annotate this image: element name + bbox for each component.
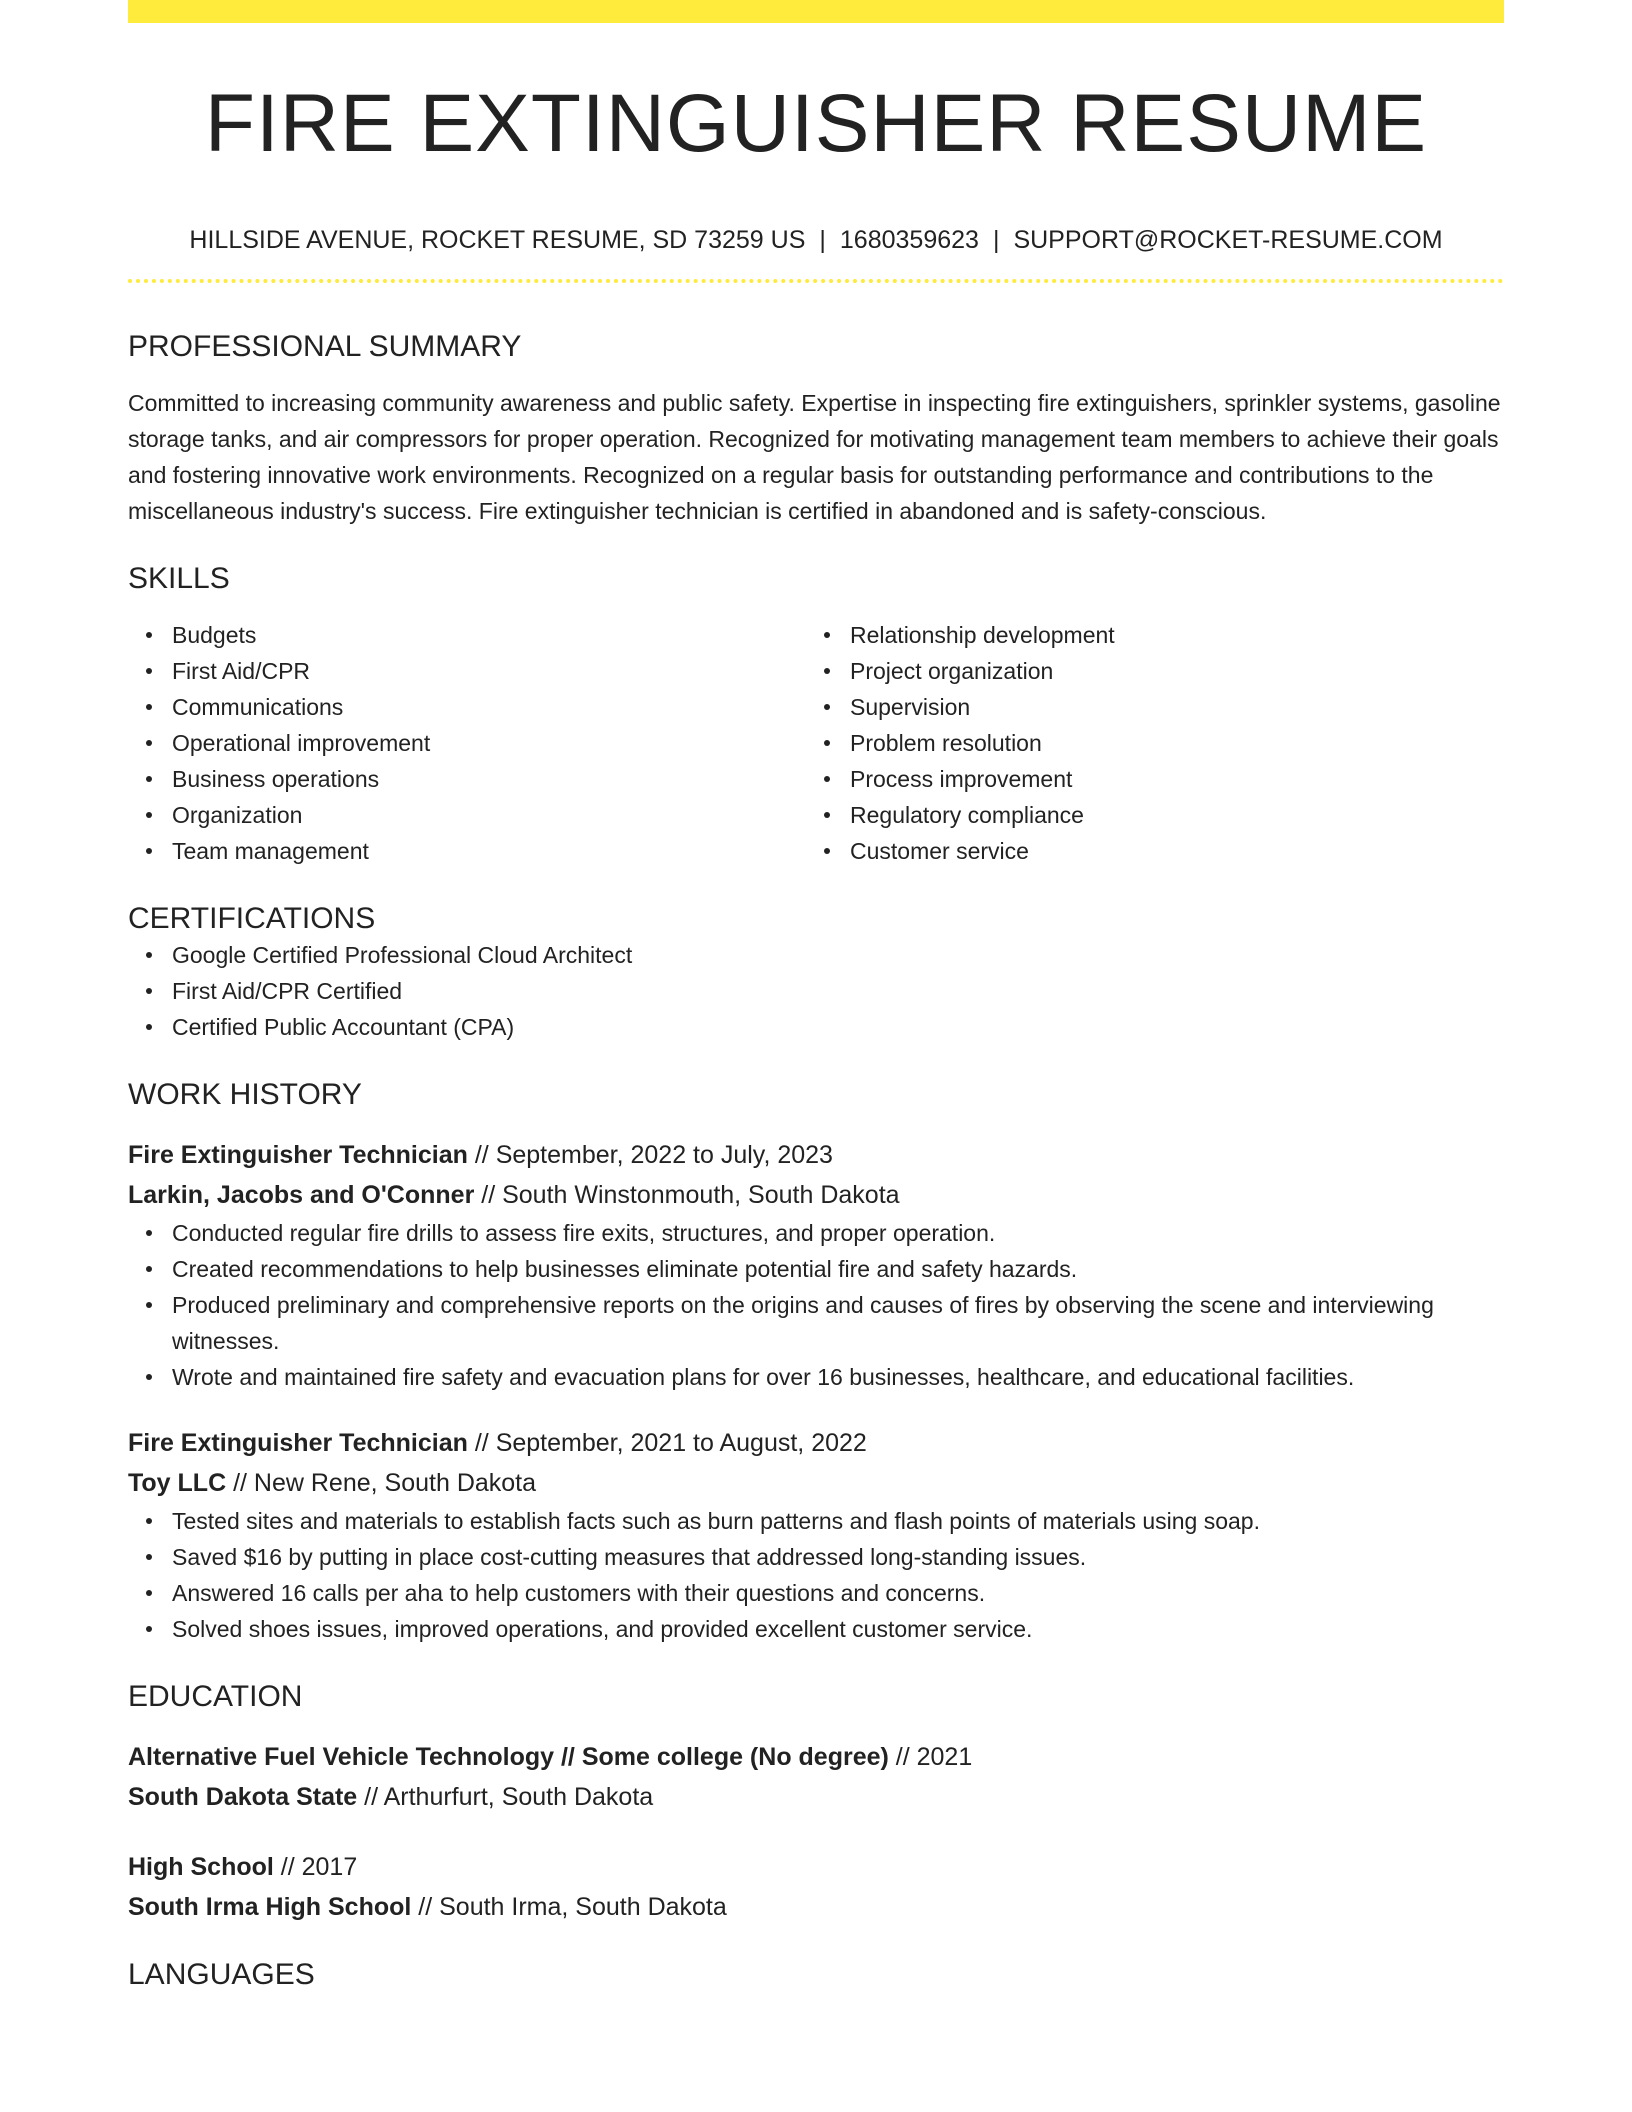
job-duties-list (128, 1215, 1504, 1395)
job-duty: Solved shoes issues, improved operations, and provided excellent customer service. (172, 1611, 1504, 1647)
contact-separator: | (819, 226, 826, 254)
job-title-line (128, 1423, 1504, 1463)
job-duty: Conducted regular fire drills to assess fire exits, structures, and proper operation. (172, 1215, 1504, 1251)
skills-heading: SKILLS (128, 562, 230, 595)
skills-list-left (128, 617, 806, 869)
contact-email: SUPPORT@ROCKET-RESUME.COM (1013, 226, 1443, 254)
skill-item: Budgets (172, 617, 806, 653)
accent-top-bar (128, 0, 1504, 23)
job-duty: Saved $16 by putting in place cost-cutting measures that addressed long-standing issues. (172, 1539, 1504, 1575)
job-duty: Tested sites and materials to establish facts such as burn patterns and flash points of materials using soap. (172, 1503, 1504, 1539)
job-duties-list (128, 1503, 1504, 1647)
summary-heading: PROFESSIONAL SUMMARY (128, 330, 522, 363)
education-degree: High School (128, 1853, 274, 1881)
education-year: // 2017 (273, 1853, 358, 1881)
job-duty: Wrote and maintained fire safety and evacuation plans for over 16 businesses, healthcare, and educational facilities. (172, 1359, 1504, 1395)
education-school-line (128, 1777, 1504, 1817)
work-history-heading: WORK HISTORY (128, 1078, 362, 1111)
job-dates: // September, 2022 to July, 2023 (467, 1141, 833, 1169)
job-dates: // September, 2021 to August, 2022 (467, 1429, 867, 1457)
job-duty: Produced preliminary and comprehensive reports on the origins and causes of fires by observing the scene and interviewing witnesses. (172, 1287, 1504, 1359)
education-year: // 2021 (888, 1743, 973, 1771)
education-school-line (128, 1887, 1504, 1927)
skills-list-right (806, 617, 1484, 869)
education-location: // South Irma, South Dakota (411, 1893, 727, 1921)
contact-separator: | (992, 226, 1000, 254)
education-entry (128, 1737, 1504, 1817)
languages-heading: LANGUAGES (128, 1958, 315, 1991)
skill-item: Project organization (850, 653, 1484, 689)
skill-item: Operational improvement (172, 725, 806, 761)
resume-title: FIRE EXTINGUISHER RESUME (204, 78, 1428, 169)
skills-column-left (128, 617, 806, 869)
certification-item: Certified Public Accountant (CPA) (172, 1009, 1504, 1045)
skill-item: Supervision (850, 689, 1484, 725)
summary-text: Committed to increasing community awareness and public safety. Expertise in inspecting fire extinguishers, sprinkler systems, gasoline storage tanks, and air compressors for proper operation. Recognized for motivating management team members to achieve their goals and fostering innovative work environments. Recognized on a regular basis for outstanding performance and contributions to the miscellaneous industry's success. Fire extinguisher technician is certified in abandoned and is safety-conscious. (128, 390, 1501, 524)
skill-item: Regulatory compliance (850, 797, 1484, 833)
skill-item: Team management (172, 833, 806, 869)
education-degree-line (128, 1737, 1504, 1777)
education-heading: EDUCATION (128, 1680, 303, 1713)
skill-item: Communications (172, 689, 806, 725)
education-entry (128, 1847, 1504, 1927)
skill-item: Relationship development (850, 617, 1484, 653)
skills-grid (128, 617, 1504, 869)
skill-item: Process improvement (850, 761, 1484, 797)
job-title: Fire Extinguisher Technician (128, 1141, 468, 1169)
skill-item: Business operations (172, 761, 806, 797)
dotted-divider (128, 279, 1504, 283)
contact-line (128, 225, 1504, 255)
education-degree-line (128, 1847, 1504, 1887)
job-title-line (128, 1135, 1504, 1175)
job-location: // New Rene, South Dakota (226, 1469, 537, 1497)
job-entry (128, 1423, 1504, 1647)
certifications-heading: CERTIFICATIONS (128, 902, 376, 935)
job-title: Fire Extinguisher Technician (128, 1429, 468, 1457)
job-entry (128, 1135, 1504, 1395)
education-degree: Alternative Fuel Vehicle Technology // Some college (No degree) (128, 1743, 889, 1771)
resume-page (128, 0, 1504, 1993)
job-duty: Created recommendations to help businesses eliminate potential fire and safety hazards. (172, 1251, 1504, 1287)
skill-item: Customer service (850, 833, 1484, 869)
contact-phone: 1680359623 (839, 226, 979, 254)
job-company: Toy LLC (128, 1469, 227, 1497)
education-location: // Arthurfurt, South Dakota (357, 1783, 654, 1811)
skill-item: Problem resolution (850, 725, 1484, 761)
job-duty: Answered 16 calls per aha to help customers with their questions and concerns. (172, 1575, 1504, 1611)
certification-item: Google Certified Professional Cloud Architect (172, 937, 1504, 973)
skill-item: First Aid/CPR (172, 653, 806, 689)
contact-address: HILLSIDE AVENUE, ROCKET RESUME, SD 73259 US (189, 226, 806, 254)
skill-item: Organization (172, 797, 806, 833)
education-school: South Dakota State (128, 1783, 358, 1811)
education-school: South Irma High School (128, 1893, 412, 1921)
skills-column-right (806, 617, 1484, 869)
certification-item: First Aid/CPR Certified (172, 973, 1504, 1009)
job-company-line (128, 1463, 1504, 1503)
job-company-line (128, 1175, 1504, 1215)
certifications-list (128, 937, 1504, 1045)
job-location: // South Winstonmouth, South Dakota (474, 1181, 900, 1209)
job-company: Larkin, Jacobs and O'Conner (128, 1181, 475, 1209)
